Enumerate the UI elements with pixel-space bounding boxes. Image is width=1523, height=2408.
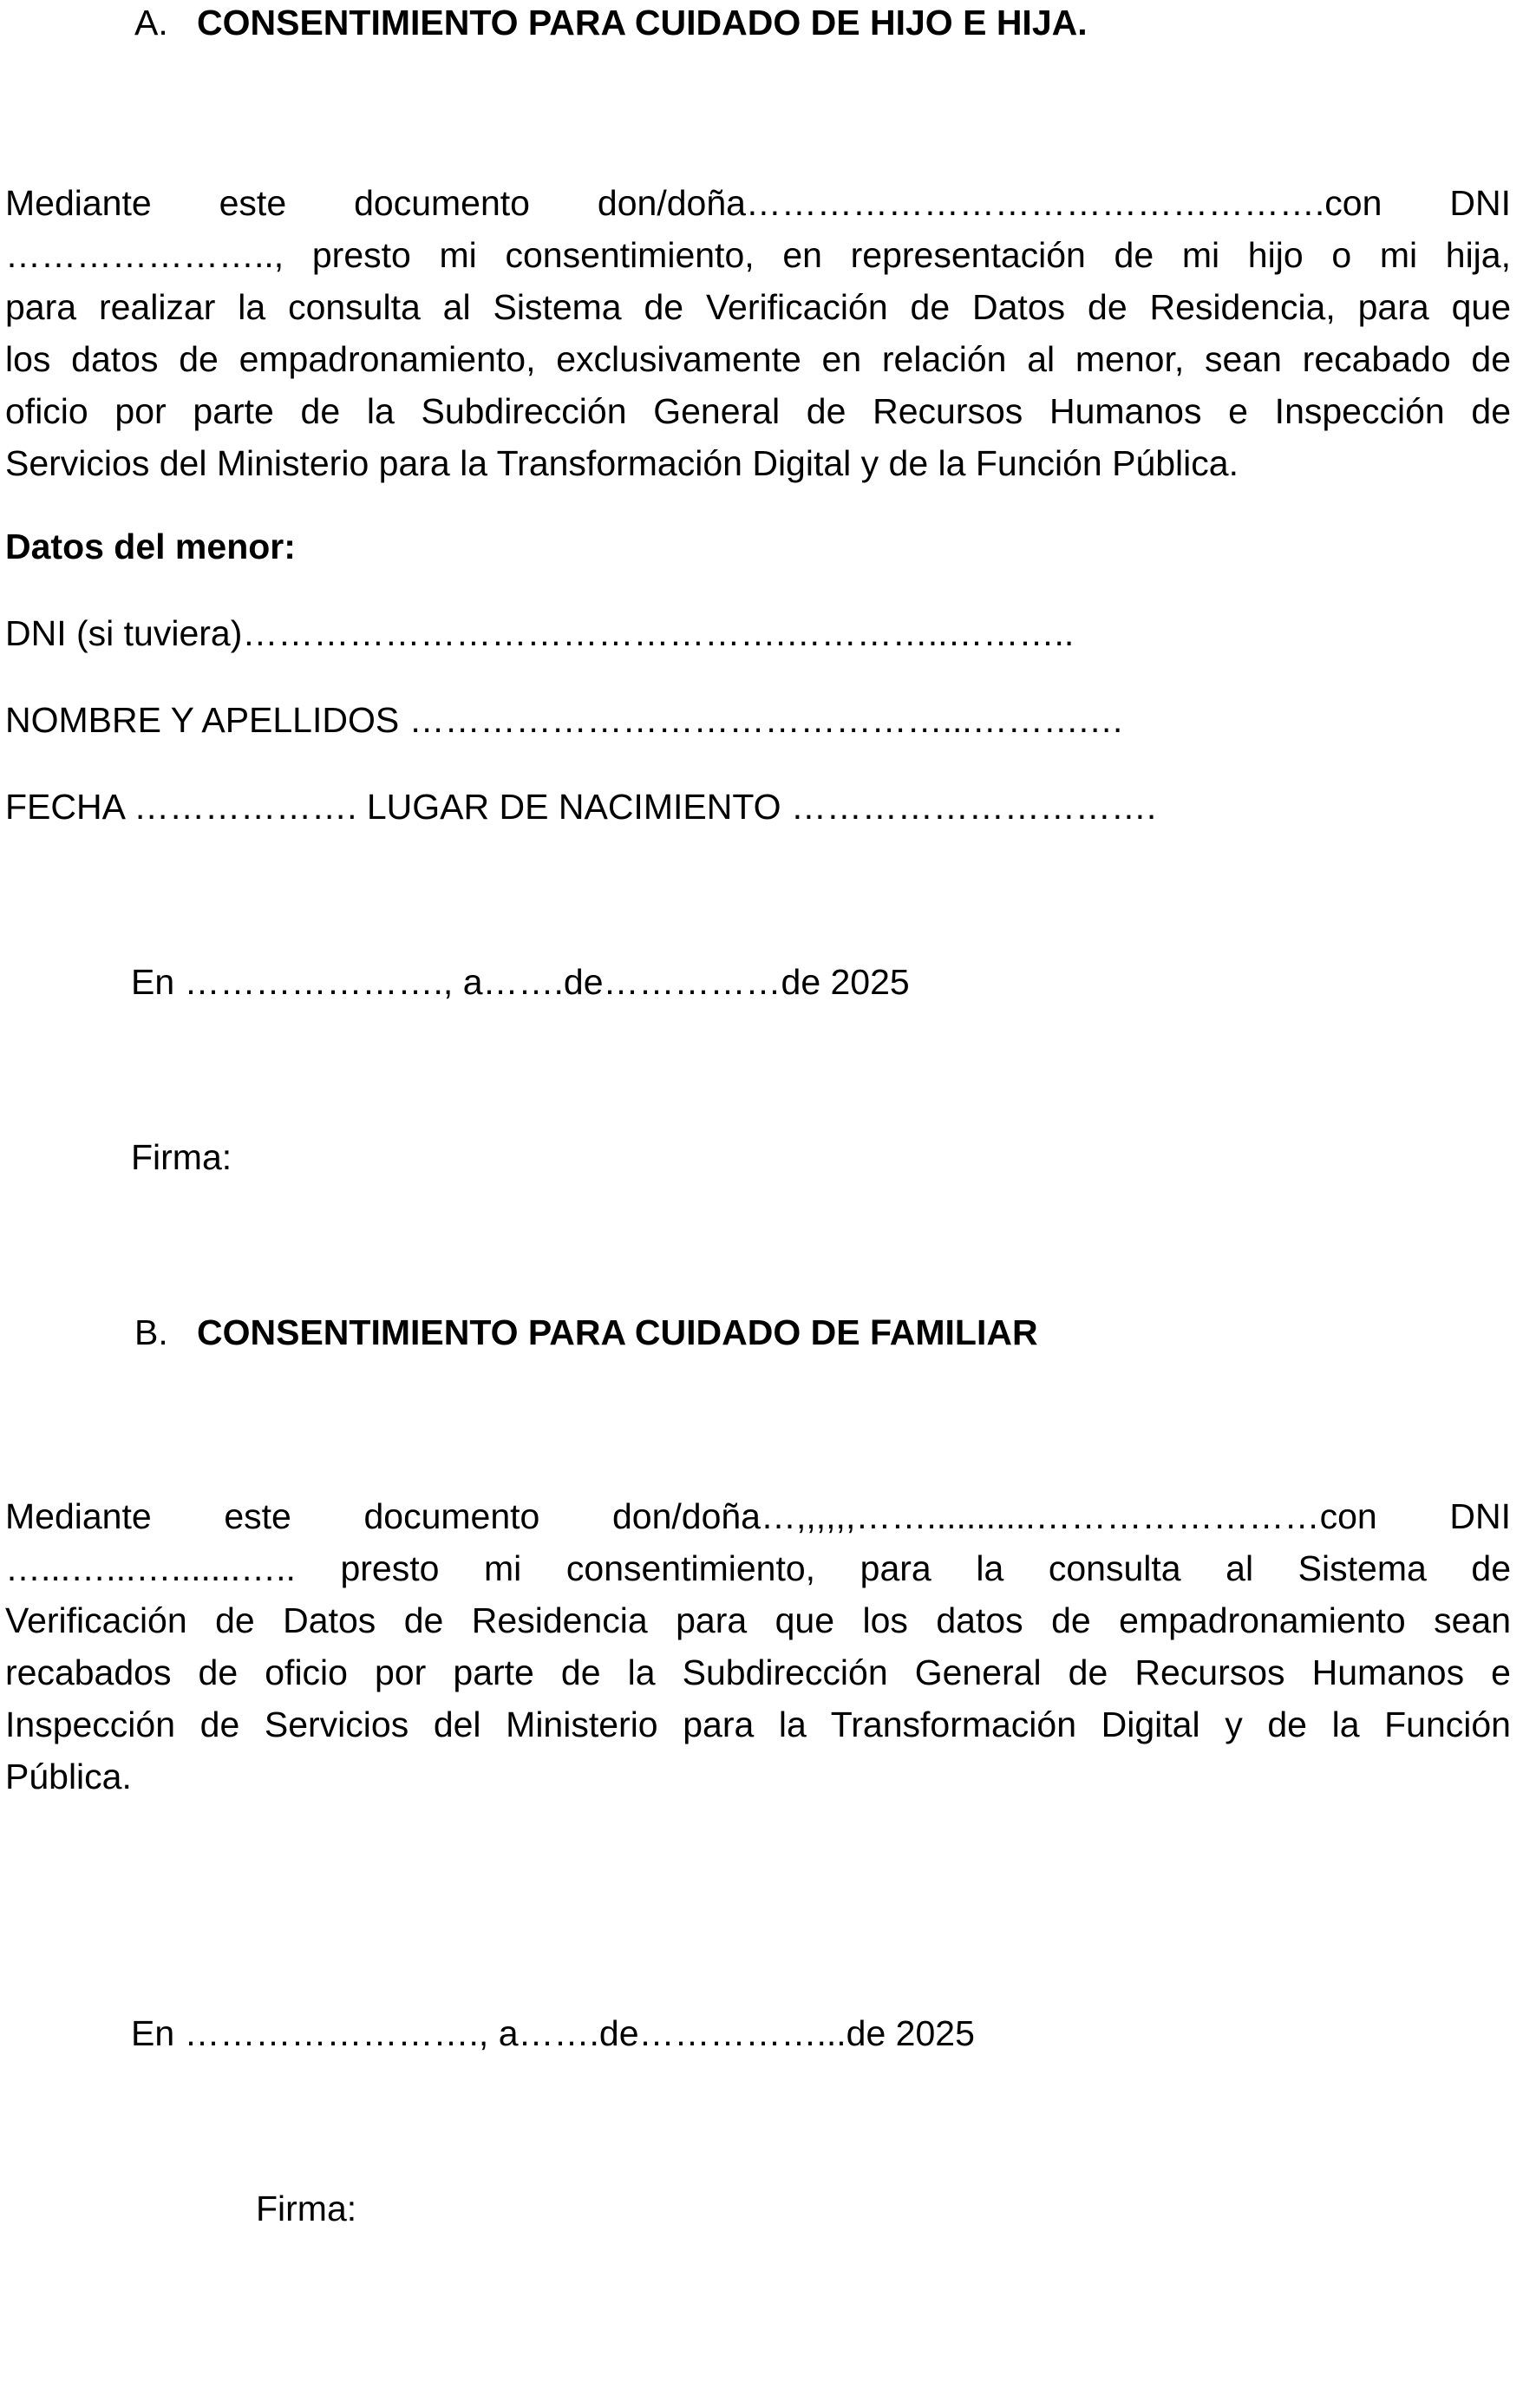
section-a-place-date: En …………………., a…….de……………de 2025 [131,962,910,1002]
section-b-signature-label: Firma: [256,2189,357,2228]
minor-name-field: NOMBRE Y APELLIDOS ………………………………………...……….… [5,700,1125,740]
section-a-paragraph-line: los datos de empadronamiento, exclusivamente en relación al menor, sean recabado de [5,339,1511,379]
section-a-heading [134,5,1088,41]
section-b-paragraph-line: recabados de oficio por parte de la Subdirección General de Recursos Humanos e [5,1652,1511,1692]
section-a-letter: A. [134,3,168,43]
section-a-paragraph-line: oficio por parte de la Subdirección General de Recursos Humanos e Inspección de [5,391,1511,431]
section-b-title: CONSENTIMIENTO PARA CUIDADO DE FAMILIAR [197,1312,1038,1352]
section-b-paragraph-line: Mediante este documento don/doña…,,,,,,……...........……………………con DNI [5,1496,1511,1536]
section-a-paragraph-line: ………………….., presto mi consentimiento, en representación de mi hijo o mi hija, [5,235,1511,275]
section-b-paragraph-line: Inspección de Servicios del Ministerio para la Transformación Digital y de la Función [5,1705,1511,1744]
section-b-letter: B. [134,1312,168,1352]
section-b-paragraph-line: …...…...….......….. presto mi consentimiento, para la consulta al Sistema de [5,1548,1511,1588]
section-b-heading [134,1312,1038,1352]
minor-birth-date-place-field: FECHA ………………. LUGAR DE NACIMIENTO …………………………. [5,787,1157,827]
minor-data-heading: Datos del menor: [5,527,296,566]
section-b-place-date: En ……………………., a…….de……………...de 2025 [131,2013,975,2053]
section-b-paragraph-line: Pública. [5,1757,132,1796]
section-b-paragraph [5,1490,1511,1803]
section-a-paragraph [5,177,1511,489]
section-b-paragraph-line: Verificación de Datos de Residencia para que los datos de empadronamiento sean [5,1600,1511,1640]
section-a-paragraph-line: Servicios del Ministerio para la Transformación Digital y de la Función Pública. [5,443,1239,483]
section-a-paragraph-line: para realizar la consulta al Sistema de Verificación de Datos de Residencia, para que [5,287,1511,327]
minor-dni-field: DNI (si tuviera)……………………………………….…………..……….. [5,613,1075,653]
section-a-signature-label: Firma: [131,1137,232,1177]
section-a-paragraph-line: Mediante este documento don/doña………………………………………….con DNI [5,183,1511,223]
section-a-title: CONSENTIMIENTO PARA CUIDADO DE HIJO E HIJA. [197,3,1088,43]
